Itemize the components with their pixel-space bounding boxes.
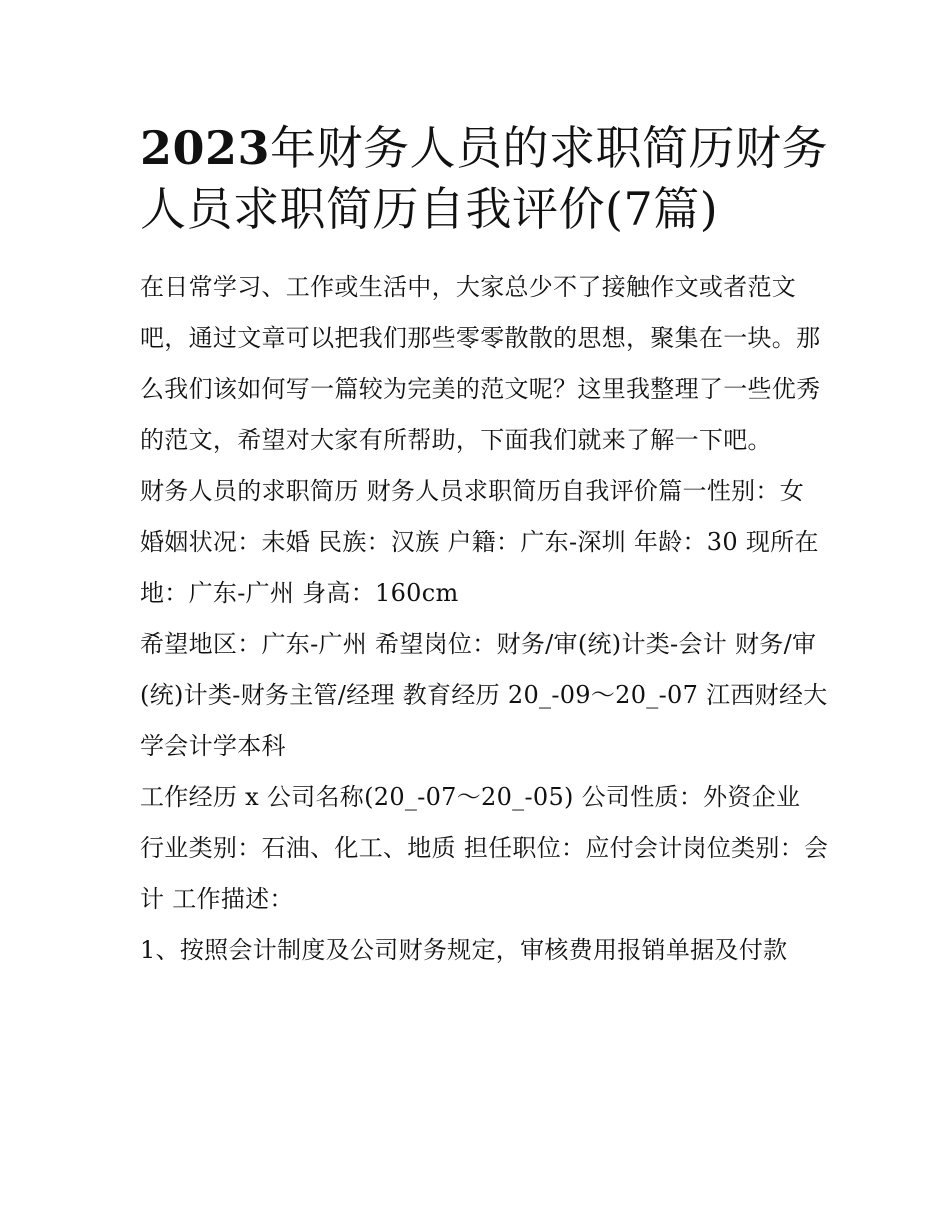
duty-item-paragraph: 1、按照会计制度及公司财务规定，审核费用报销单据及付款 [140, 936, 788, 964]
document-title [140, 118, 830, 240]
title-text: 年财务人员的求职简历财务人员求职简历自我评价(7篇) [140, 121, 829, 236]
intro-paragraph: 在日常学习、工作或生活中，大家总少不了接触作文或者范文吧，通过文章可以把我们那些零零散散的思想，聚集在一块。那么我们该如何写一篇较为完美的范文呢？这里我整理了一些优秀的范文，希望对大家有所帮助，下面我们就来了解一下吧。 [140, 273, 821, 454]
document-page [140, 118, 830, 976]
personal-info-paragraph: 财务人员的求职简历 财务人员求职简历自我评价篇一性别：女 婚姻状况：未婚 民族：汉族 户籍：广东-深圳 年龄：30 现所在地：广东-广州 身高：160cm [140, 477, 819, 607]
title-year: 2023 [140, 121, 271, 175]
work-experience-paragraph: 工作经历 x 公司名称(20_-07～20_-05) 公司性质：外资企业 行业类别：石油、化工、地质 担任职位：应付会计岗位类别：会计 工作描述： [140, 783, 829, 913]
document-body [140, 262, 830, 976]
job-intention-paragraph: 希望地区：广东-广州 希望岗位：财务/审(统)计类-会计 财务/审(统)计类-财务主管/经理 教育经历 20_-09～20_-07 江西财经大学会计学本科 [140, 630, 828, 760]
